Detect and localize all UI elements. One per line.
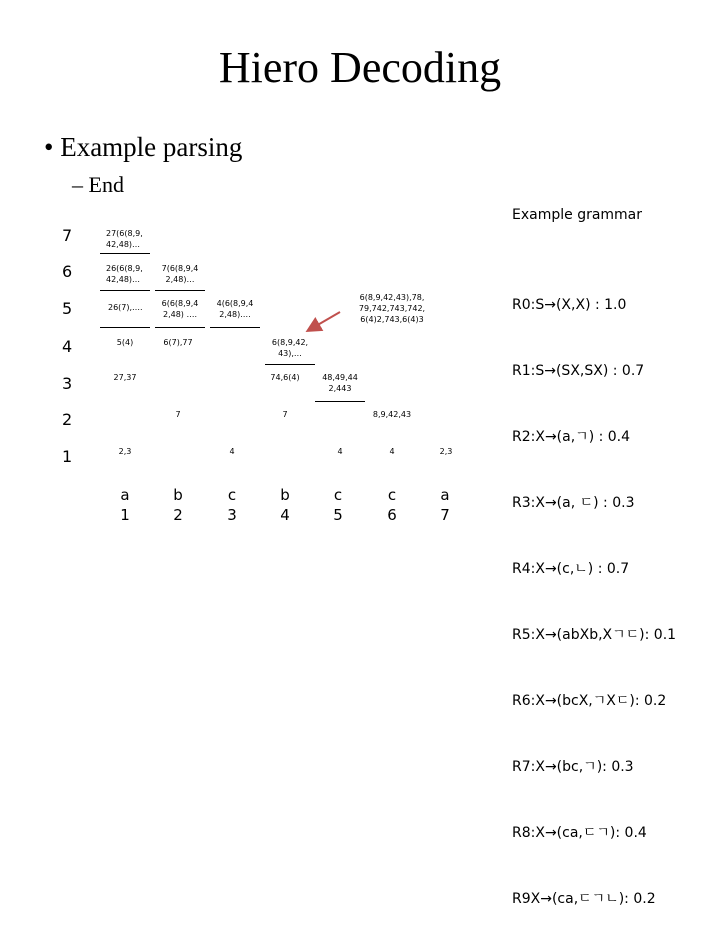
word-7-position: 7	[440, 506, 450, 524]
row-label-1: 1	[62, 447, 73, 466]
chart-cell-r4b: 6(7),77	[163, 338, 193, 347]
chart-cell-r4c: 6(8,9,42, 43),…	[271, 338, 309, 358]
word-3-symbol: c	[227, 486, 237, 504]
chart-cell-r1a: 2,3	[118, 447, 132, 456]
word-1-position: 1	[120, 506, 130, 524]
word-4	[280, 485, 290, 525]
row-label-6: 6	[62, 262, 73, 281]
word-3-position: 3	[227, 506, 237, 524]
word-2	[173, 485, 183, 525]
bullet-level-2: – End	[72, 172, 124, 197]
chart-cell-r4a: 5(4)	[116, 338, 134, 347]
chart-cell-r3b: 74,6(4)	[270, 373, 300, 382]
bullet-level-1: • Example parsing	[44, 132, 243, 162]
chart-cell-r3c: 48,49,44 2,443	[322, 373, 358, 393]
chart-cell-r3a: 27,37	[113, 373, 137, 382]
word-5-symbol: c	[333, 486, 343, 504]
word-1-symbol: a	[120, 486, 130, 504]
word-6-position: 6	[387, 506, 397, 524]
grammar-rule-r0: R0:S→(X,X) : 1.0	[512, 297, 627, 313]
chart-cell-r1b: 4	[229, 447, 235, 456]
chart-cell-r6b: 7(6(8,9,4 2,48)…	[161, 264, 199, 284]
word-7-symbol: a	[440, 486, 450, 504]
grammar-rules	[512, 250, 676, 932]
word-4-symbol: b	[280, 486, 290, 504]
word-3	[227, 485, 237, 525]
word-1	[120, 485, 130, 525]
grammar-rule-r5: R5:X→(abXb,Xㄱㄷ): 0.1	[512, 627, 677, 643]
row-label-4: 4	[62, 337, 73, 356]
row-label-5: 5	[62, 299, 73, 318]
word-6	[387, 485, 397, 525]
grammar-rule-r6: R6:X→(bcX,ㄱXㄷ): 0.2	[512, 693, 667, 709]
row-label-2: 2	[62, 410, 73, 429]
grammar-rule-r8: R8:X→(ca,ㄷㄱ): 0.4	[512, 825, 647, 841]
chart-cell-r2a: 7	[175, 410, 181, 419]
grammar-rule-r4: R4:X→(c,ㄴ) : 0.7	[512, 561, 630, 577]
chart-cell-r2c: 8,9,42,43	[372, 410, 412, 419]
grammar-rule-r3: R3:X→(a, ㄷ) : 0.3	[512, 495, 635, 511]
bullet-level-1-text: Example parsing	[60, 132, 243, 162]
grammar-title: Example grammar	[512, 207, 643, 223]
grammar-rule-r9: R9X→(ca,ㄷㄱㄴ): 0.2	[512, 891, 656, 907]
grammar-rule-r1: R1:S→(SX,SX) : 0.7	[512, 363, 645, 379]
word-6-symbol: c	[387, 486, 397, 504]
slide-title: Hiero Decoding	[218, 43, 502, 92]
chart-cell-r5d: 6(8,9,42,43),78, 79,742,743,742, 6(4)2,743,6(4)3	[358, 293, 426, 324]
chart-cell-r7: 27(6(8,9, 42,48)…	[106, 229, 143, 249]
chart-cell-r1e: 2,3	[439, 447, 453, 456]
row-label-3: 3	[62, 374, 73, 393]
chart-cell-r5c: 4(6(8,9,4 2,48)….	[216, 299, 254, 319]
word-2-position: 2	[173, 506, 183, 524]
word-4-position: 4	[280, 506, 290, 524]
word-7	[440, 485, 450, 525]
grammar-rule-r2: R2:X→(a,ㄱ) : 0.4	[512, 429, 631, 445]
chart-cell-r5a: 26(7),….	[108, 303, 143, 312]
grammar-rule-r7: R7:X→(bc,ㄱ): 0.3	[512, 759, 634, 775]
chart-cell-r1c: 4	[337, 447, 343, 456]
word-2-symbol: b	[173, 486, 183, 504]
word-5-position: 5	[333, 506, 343, 524]
chart-cell-r1d: 4	[389, 447, 395, 456]
chart-cell-r2b: 7	[282, 410, 288, 419]
chart-cell-r6a: 26(6(8,9, 42,48)…	[106, 264, 143, 284]
row-label-7: 7	[62, 226, 73, 245]
word-5	[333, 485, 343, 525]
chart-cell-r5b: 6(6(8,9,4 2,48) ….	[161, 299, 199, 319]
